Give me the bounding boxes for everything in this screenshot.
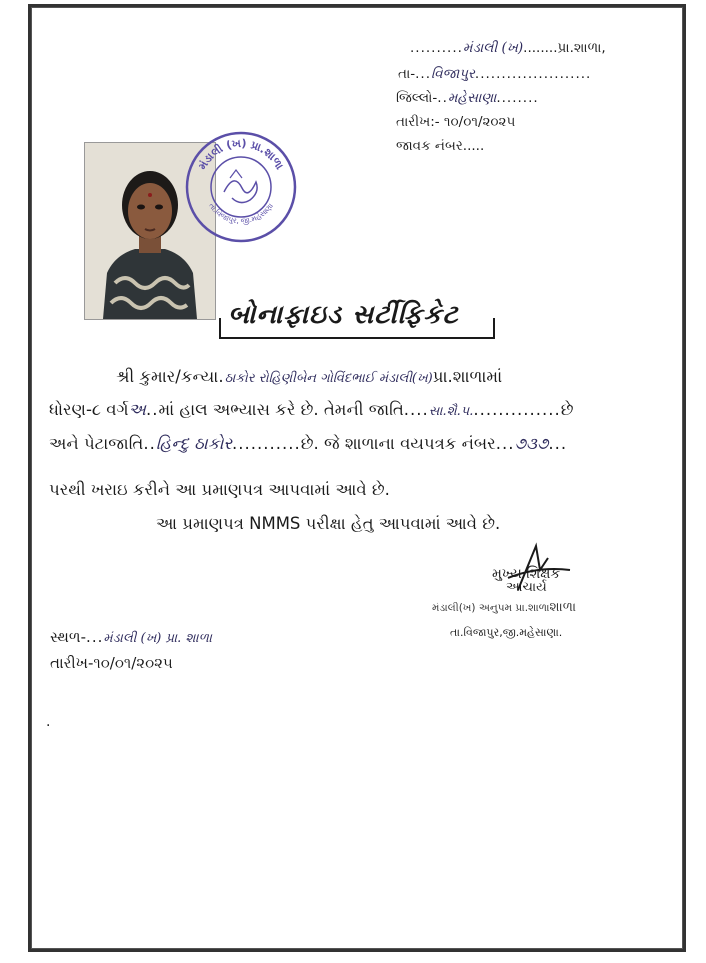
taluka-label: તા-: [398, 66, 416, 82]
footer-date-label: તારીખ-: [50, 654, 94, 672]
body-line-1: શ્રી કુમાર/કન્યા.ઠાકોર રોહિણીબેન ગોવિંદભાઈ મંડાલી(ખ)પ્રા.શાળામાં: [116, 367, 503, 386]
date-value: ૧૦/૦૧/૨૦૨૫: [443, 114, 516, 130]
school-line: [410, 40, 606, 56]
student-suffix: પ્રા.શાળામાં: [432, 367, 503, 386]
footer-date-value: ૧૦/૦૧/૨૦૨૫: [93, 654, 173, 672]
caste-label: માં હાલ અભ્યાસ કરે છે. તેમની જાતિ: [158, 400, 404, 419]
outward-number: જાવક નંબર.....: [396, 138, 485, 154]
class-value: અ: [128, 400, 146, 419]
standard-label: ધોરણ-૮ વર્ગ: [49, 400, 129, 419]
body-line-3: અને પેટાજાતિ..હિન્દુ ઠાકોર...........છે. જે શાળાના વયપત્રક નંબર...૭૩૭...: [49, 434, 568, 453]
seal-text: મંડાલી (ખ) પ્રા.શાળા: [195, 136, 287, 172]
body-line-5: આ પ્રમાણપત્ર NMMS પરીક્ષા હેતુ આપવામાં આવે છે.: [156, 514, 501, 533]
signature-school-line: [432, 600, 576, 615]
district-line: જિલ્લો-..મહેસાણા........: [396, 90, 539, 106]
register-label: છે. જે શાળાના વયપત્રક નંબર: [300, 434, 496, 453]
body-line-2: ધોરણ-૮ વર્ગઅ..માં હાલ અભ્યાસ કરે છે. તેમની જાતિ....સા.શૈ.પ...............છે: [49, 400, 574, 419]
stray-mark: .: [46, 714, 51, 730]
signature-role-1: મુખ્ય શિક્ષક: [492, 566, 561, 582]
date-line: [396, 114, 515, 130]
student-prefix: શ્રી કુમાર/કન્યા: [116, 367, 219, 386]
line2-end: છે: [560, 400, 574, 419]
signature-school-suffix: શાળા: [549, 600, 577, 615]
district-value: મહેસાણા: [447, 90, 497, 106]
district-label: જિલ્લો-: [396, 90, 438, 106]
student-name: ઠાકોર રોહિણીબેન ગોવિંદભાઈ મંડાલી(ખ): [224, 371, 433, 386]
place-label: સ્થળ-: [50, 628, 87, 646]
taluka-value: વિજાપુર: [431, 66, 475, 82]
school-name: મંડાલી (ખ): [462, 40, 524, 56]
body-line-4: પરથી ખરાઇ કરીને આ પ્રમાણપત્ર આપવામાં આવે છે.: [49, 480, 390, 499]
taluka-line: તા-...વિજાપુર......................: [398, 66, 592, 82]
school-suffix: ........પ્રા.શાળા,: [523, 40, 606, 56]
certificate-title-box: [218, 298, 496, 340]
school-dots-left: ..........: [410, 40, 463, 56]
register-number: ૭૩૭: [514, 434, 549, 453]
footer-date-line: [50, 654, 173, 672]
caste-value: સા.શૈ.પ.: [428, 404, 474, 419]
signature-address: તા.વિજાપુર,જી.મહેસાણા.: [450, 626, 563, 639]
seal-bottom-text: તા.વિજાપુર, જી.મહેસાણા: [207, 201, 275, 226]
place-value: મંડાલી (ખ) પ્રા. શાળા: [103, 631, 212, 646]
signature-school-name: મંડાલી(ખ) અનુપમ પ્રા.શાળા: [432, 602, 550, 614]
place-line: સ્થળ-...મંડાલી (ખ) પ્રા. શાળા: [50, 628, 212, 646]
date-label: તારીખ:-: [396, 114, 440, 130]
subcaste-value: હિન્દુ ઠાકોર: [155, 434, 233, 453]
school-seal: [184, 130, 298, 244]
signature-role-2: આચાર્ય: [506, 580, 547, 595]
certificate-title: બોનાફાઇડ સર્ટીફિકેટ: [228, 300, 459, 330]
subcaste-label: અને પેટાજાતિ: [49, 434, 144, 453]
